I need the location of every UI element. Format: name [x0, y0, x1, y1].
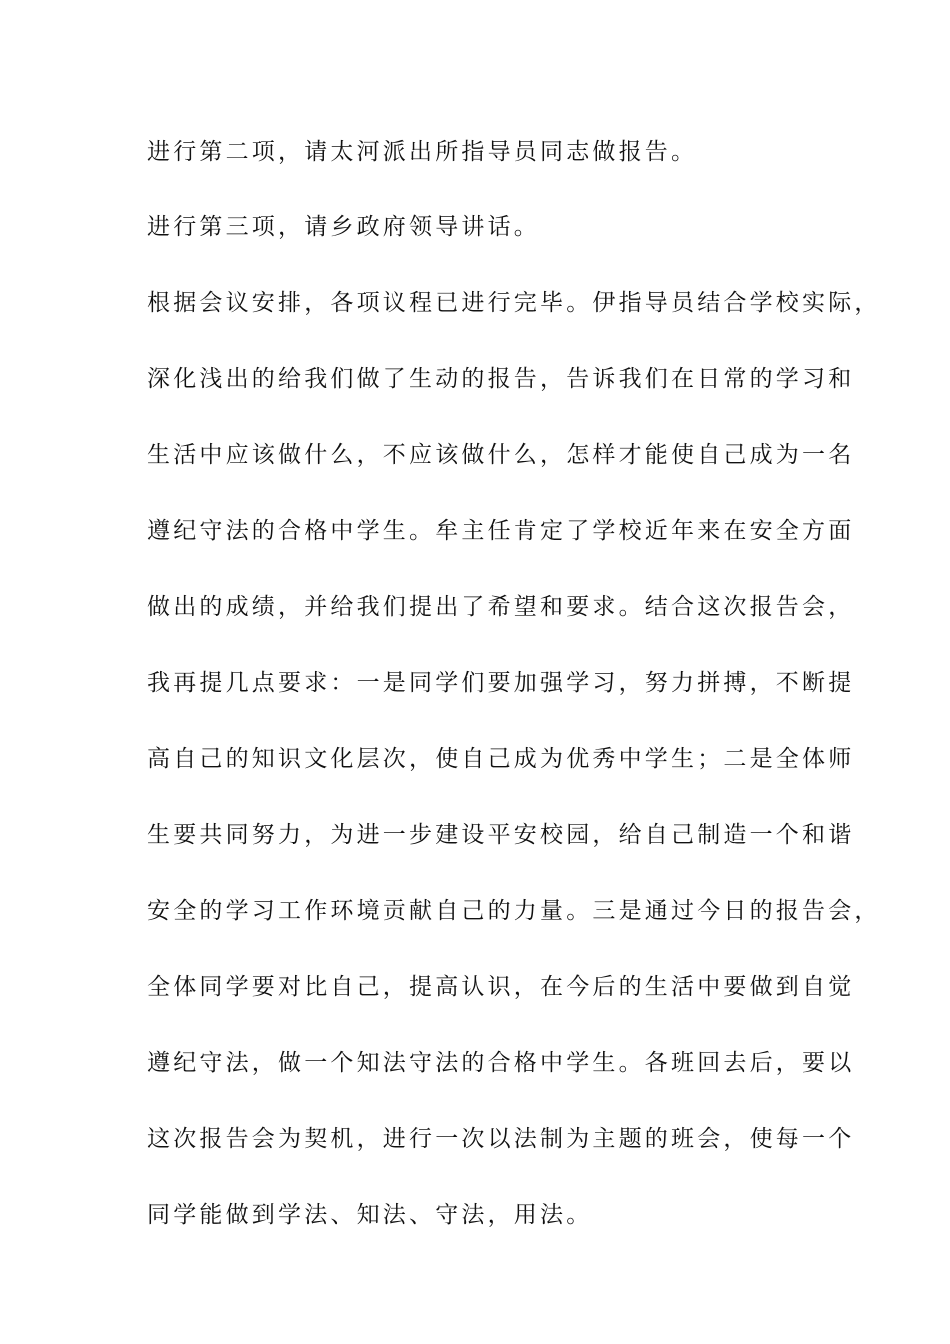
text-line: 生活中应该做什么，不应该做什么，怎样才能使自己成为一名	[147, 442, 855, 468]
text-line: 我再提几点要求：一是同学们要加强学习，努力拼搏，不断提	[147, 670, 855, 696]
text-line: 安全的学习工作环境贡献自己的力量。三是通过今日的报告会，	[147, 898, 881, 924]
text-line: 高自己的知识文化层次，使自己成为优秀中学生；二是全体师	[147, 746, 855, 772]
text-line: 全体同学要对比自己，提高认识，在今后的生活中要做到自觉	[147, 974, 855, 1000]
text-line: 遵纪守法，做一个知法守法的合格中学生。各班回去后，要以	[147, 1050, 855, 1076]
text-line: 进行第二项，请太河派出所指导员同志做报告。	[147, 139, 698, 165]
text-line: 这次报告会为契机，进行一次以法制为主题的班会，使每一个	[147, 1126, 855, 1152]
text-line: 根据会议安排，各项议程已进行完毕。伊指导员结合学校实际，	[147, 290, 881, 316]
text-line: 深化浅出的给我们做了生动的报告，告诉我们在日常的学习和	[147, 366, 855, 392]
text-line: 生要共同努力，为进一步建设平安校园，给自己制造一个和谐	[147, 822, 855, 848]
text-line: 同学能做到学法、知法、守法，用法。	[147, 1202, 593, 1228]
text-line: 遵纪守法的合格中学生。牟主任肯定了学校近年来在安全方面	[147, 518, 855, 544]
text-line: 进行第三项，请乡政府领导讲话。	[147, 214, 540, 240]
text-line: 做出的成绩，并给我们提出了希望和要求。结合这次报告会，	[147, 594, 855, 620]
